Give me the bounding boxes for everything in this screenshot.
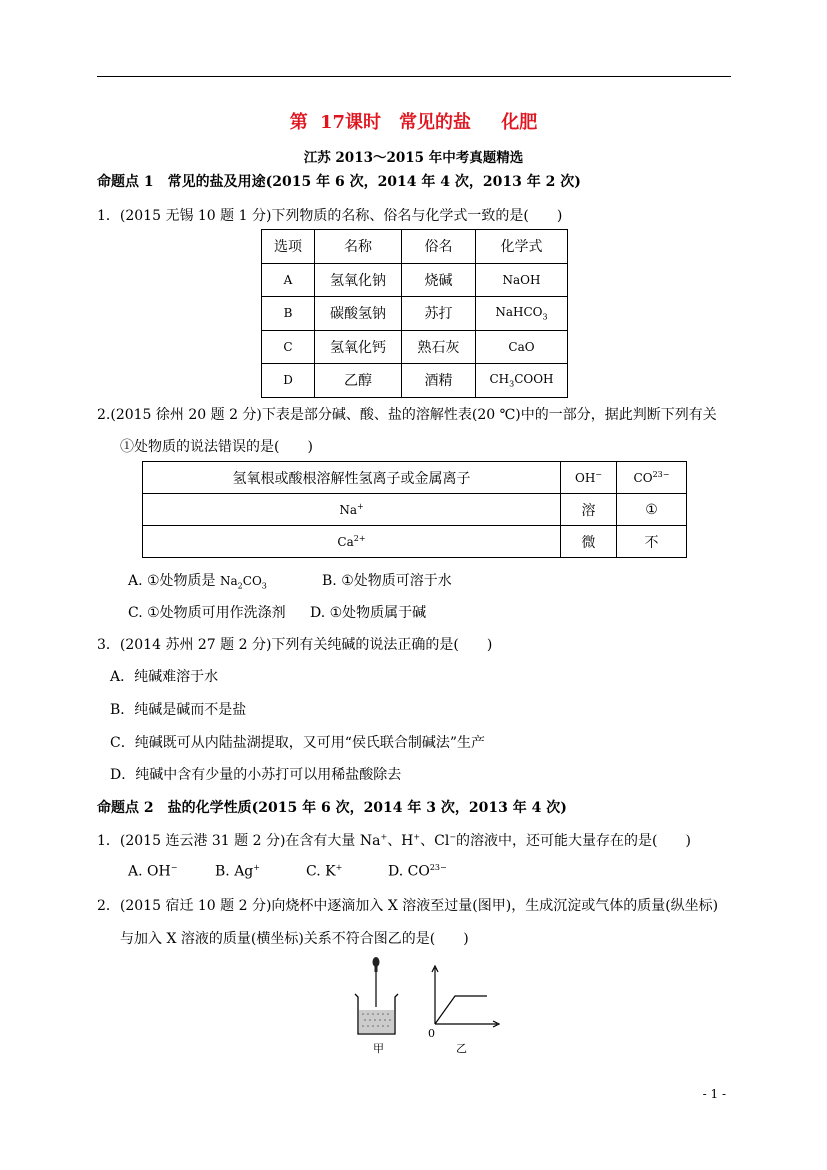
- table-cell: 溶: [561, 494, 617, 526]
- option-d: D. ①处物质属于碱: [310, 605, 427, 621]
- table-cell: NaOH: [476, 263, 568, 297]
- table-cell: 碳酸氢钠: [315, 297, 402, 331]
- page-subtitle: 江苏 2013～2015 年中考真题精选: [303, 150, 524, 166]
- table-cell: C: [262, 330, 315, 364]
- table-cell: 苏打: [402, 297, 476, 331]
- table-row: [262, 364, 568, 398]
- question-2-2-line2: 与加入 X 溶液的质量(横坐标)关系不符合图乙的是( ): [120, 931, 469, 947]
- table-header: 俗名: [402, 230, 476, 264]
- graph-yi: [432, 966, 499, 1027]
- page-title: 第 17课时 常见的盐 化肥: [289, 112, 538, 133]
- table-header: 选项: [262, 230, 315, 264]
- table-row: [143, 494, 687, 526]
- header-rule: [97, 76, 731, 77]
- figure-label-jia: 甲: [373, 1042, 384, 1055]
- naming-table: [261, 229, 568, 398]
- option-c: C．纯碱既可从内陆盐湖提取，又可用“侯氏联合制碱法”生产: [110, 735, 486, 751]
- option-c: C. ①处物质可用作洗涤剂: [128, 605, 286, 621]
- question-2-2-line1: 2．(2015 宿迁 10 题 2 分)向烧杯中逐滴加入 X 溶液至过量(图甲)，生成沉淀或气体的质量(纵坐标): [97, 898, 719, 914]
- table-cell: 氢氧化钙: [315, 330, 402, 364]
- table-cell: 不: [617, 526, 687, 558]
- table-cell-formula: $CH_3COOH$: [476, 364, 568, 398]
- option-a: A. OH−: [128, 863, 178, 880]
- question-1-2-line2: ①处物质的说法错误的是( ): [120, 439, 313, 455]
- table-cell: 氢氧化钠: [315, 263, 402, 297]
- table-cell: $Ca^{2+}$: [143, 526, 561, 558]
- option-b: B．纯碱是碱而不是盐: [110, 702, 247, 718]
- table-cell: 烧碱: [402, 263, 476, 297]
- question-1-3: 3．(2014 苏州 27 题 2 分)下列有关纯碱的说法正确的是( ): [97, 637, 493, 653]
- option-a: A．纯碱难溶于水: [110, 669, 219, 685]
- section-heading-2: 命题点 2 盐的化学性质(2015 年 6 次，2014 年 3 次，2013 年 4 次): [97, 800, 567, 816]
- option-c: C. K+: [306, 863, 343, 880]
- table-row: [262, 330, 568, 364]
- table-header: 名称: [315, 230, 402, 264]
- option-d: D．纯碱中含有少量的小苏打可以用稀盐酸除去: [110, 767, 402, 783]
- table-cell: 微: [561, 526, 617, 558]
- table-header-row: [143, 462, 687, 494]
- figure-label-yi: 乙: [456, 1042, 467, 1055]
- option-b: B. ①处物质可溶于水: [322, 573, 452, 589]
- section-heading-1: 命题点 1 常见的盐及用途(2015 年 6 次，2014 年 4 次，2013 年 2 次): [97, 174, 581, 190]
- table-cell: A: [262, 263, 315, 297]
- table-cell: Na+: [143, 494, 561, 526]
- dropper-icon: [373, 957, 380, 1007]
- figure-jia-yi: [345, 952, 515, 1057]
- table-cell: CaO: [476, 330, 568, 364]
- table-row: [262, 297, 568, 331]
- table-cell-formula: NaHCO$_3$: [476, 297, 568, 331]
- table-cell: ①: [617, 494, 687, 526]
- table-cell: 熟石灰: [402, 330, 476, 364]
- question-2-1: 1．(2015 连云港 31 题 2 分)在含有大量 Na+、H+、Cl−的溶液中，还可能大量存在的是( ): [97, 832, 691, 849]
- table-cell: D: [262, 364, 315, 398]
- table-cell: B: [262, 297, 315, 331]
- table-header: 氢氧根或酸根溶解性氢离子或金属离子: [143, 462, 561, 494]
- table-header: 化学式: [476, 230, 568, 264]
- question-1-1: 1．(2015 无锡 10 题 1 分)下列物质的名称、俗名与化学式一致的是( ): [97, 208, 563, 224]
- table-header-row: [262, 230, 568, 264]
- table-header: $CO^{23-}$: [617, 462, 687, 494]
- option-b: B. Ag+: [215, 863, 260, 880]
- graph-origin-label: 0: [428, 1027, 435, 1040]
- page-number: - 1 -: [702, 1087, 726, 1101]
- solubility-table: [142, 461, 687, 558]
- table-row: [143, 526, 687, 558]
- table-header: OH−: [561, 462, 617, 494]
- question-1-2-line1: 2.(2015 徐州 20 题 2 分)下表是部分碱、酸、盐的溶解性表(20 ℃)中的一部分，据此判断下列有关: [97, 407, 717, 423]
- table-cell: 酒精: [402, 364, 476, 398]
- table-cell: 乙醇: [315, 364, 402, 398]
- option-d: D. $CO^{23-}$: [388, 863, 447, 880]
- table-row: [262, 263, 568, 297]
- option-a: A. ①处物质是 $Na_2CO_3$: [128, 573, 267, 591]
